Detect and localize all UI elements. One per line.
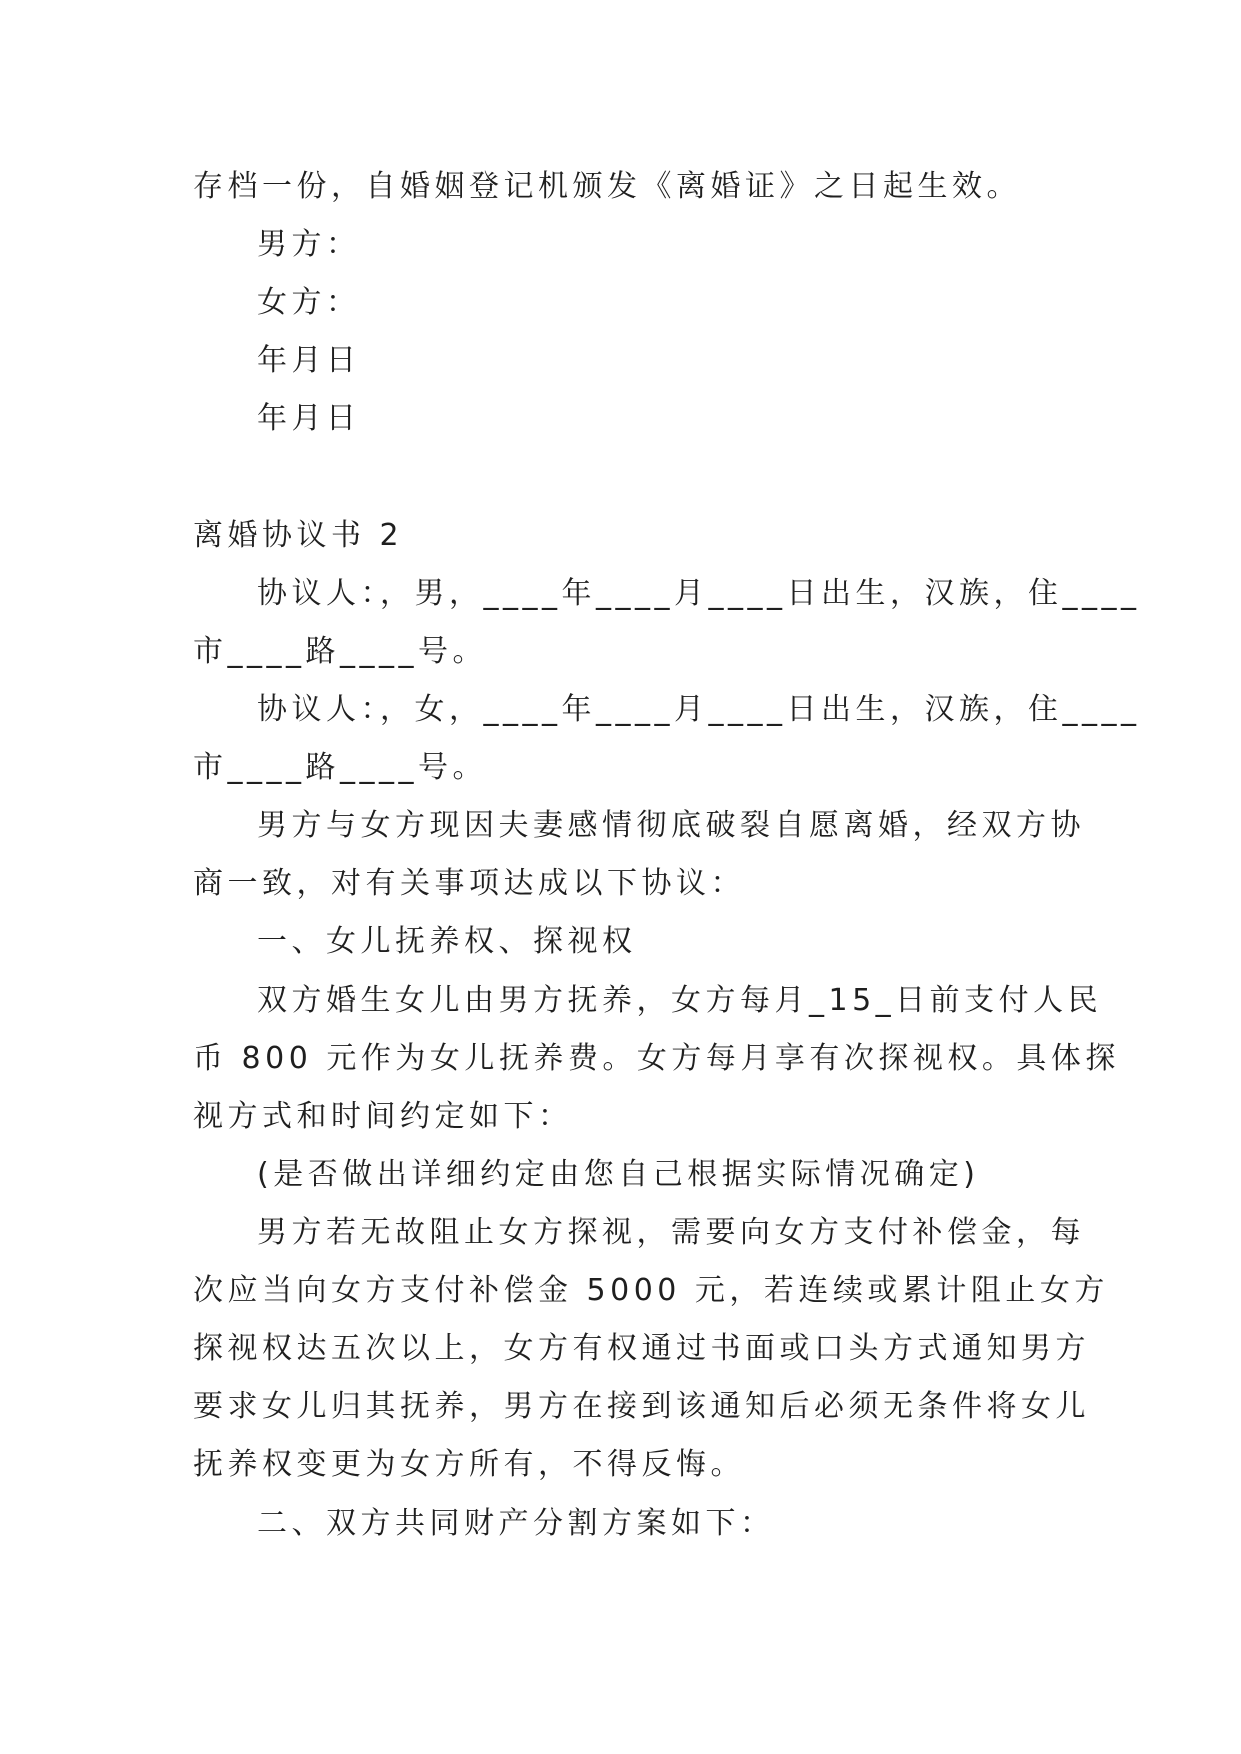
date-line-1: 年月日 (257, 343, 361, 378)
party-line-female-1: 协议人：，女，____年____月____日出生，汉族，住____ (257, 692, 1141, 727)
compensation-line-4: 要求女儿归其抚养，男方在接到该通知后必须无条件将女儿 (193, 1389, 1090, 1424)
compensation-line-1: 男方若无故阻止女方探视，需要向女方支付补偿金，每 (257, 1215, 1085, 1250)
intro-line-1: 男方与女方现因夫妻感情彻底破裂自愿离婚，经双方协 (257, 808, 1085, 843)
intro-line-2: 商一致，对有关事项达成以下协议： (193, 866, 745, 901)
section-title-agreement-2: 离婚协议书 2 (193, 518, 404, 553)
paragraph-line-effective-clause: 存档一份，自婚姻登记机颁发《离婚证》之日起生效。 (193, 169, 1021, 204)
custody-line-2: 币 800 元作为女儿抚养费。女方每月享有次探视权。具体探 (193, 1041, 1120, 1076)
party-line-male-2: 市____路____号。 (193, 634, 487, 669)
heading-property: 二、双方共同财产分割方案如下： (257, 1506, 775, 1541)
compensation-line-3: 探视权达五次以上，女方有权通过书面或口头方式通知男方 (193, 1331, 1090, 1366)
custody-line-1: 双方婚生女儿由男方抚养，女方每月_15_日前支付人民 (257, 983, 1103, 1018)
signature-label-male: 男方： (257, 227, 361, 262)
note-line: (是否做出详细约定由您自己根据实际情况确定) (257, 1157, 980, 1192)
heading-custody: 一、女儿抚养权、探视权 (257, 924, 637, 959)
compensation-line-5: 抚养权变更为女方所有，不得反悔。 (193, 1447, 745, 1482)
date-line-2: 年月日 (257, 401, 361, 436)
party-line-male-1: 协议人：，男，____年____月____日出生，汉族，住____ (257, 576, 1141, 611)
custody-line-3: 视方式和时间约定如下： (193, 1099, 573, 1134)
compensation-line-2: 次应当向女方支付补偿金 5000 元，若连续或累计阻止女方 (193, 1273, 1109, 1308)
party-line-female-2: 市____路____号。 (193, 750, 487, 785)
signature-label-female: 女方： (257, 285, 361, 320)
